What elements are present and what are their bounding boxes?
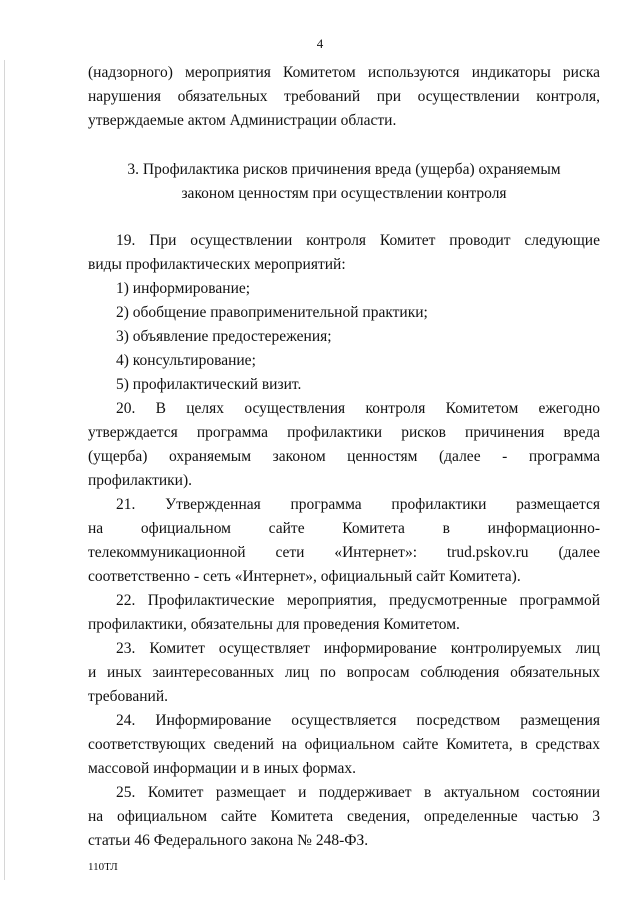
paragraph-19: 19. При осуществлении контроля Комитет проводит следующие [116,232,600,249]
text-line: на официальном сайте Комитета в информационно- [88,520,600,537]
text-line: (надзорного) мероприятия Комитетом используются индикаторы риска [88,64,600,81]
text-line: (ущерба) охраняемым законом ценностям (далее - программа [88,448,600,465]
footer-code: 110ТЛ [88,861,118,873]
section-heading: 3. Профилактика рисков причинения вреда (ущерба) охраняемым [127,161,561,178]
section-heading: законом ценностям при осуществлении контроля [181,185,507,202]
text-line: утверждается программа профилактики рисков причинения вреда [88,424,600,441]
text-line: соответственно - сеть «Интернет», официальный сайт Комитета). [88,568,521,585]
paragraph-22: 22. Профилактические мероприятия, предусмотренные программой [116,592,600,609]
text-line: профилактики). [88,472,193,489]
text-line: утверждаемые актом Администрации области. [88,112,397,129]
list-item: 2) обобщение правоприменительной практики; [116,304,428,321]
text-line: на официальном сайте Комитета сведения, определенные частью 3 [88,808,600,825]
paragraph-25: 25. Комитет размещает и поддерживает в актуальном состоянии [116,784,600,801]
paragraph-23: 23. Комитет осуществляет информирование контролируемых лиц [116,640,600,657]
text-line: и иных заинтересованных лиц по вопросам соблюдения обязательных [88,664,600,681]
list-item: 1) информирование; [116,280,251,297]
text-line: виды профилактических мероприятий: [88,256,346,273]
list-item: 3) объявление предостережения; [116,328,332,345]
text-line: соответствующих сведений на официальном сайте Комитета, в средствах [88,736,600,753]
paragraph-24: 24. Информирование осуществляется посредством размещения [116,712,600,729]
text-line: требований. [88,688,168,705]
paragraph-20: 20. В целях осуществления контроля Комитетом ежегодно [116,400,600,417]
list-item: 4) консультирование; [116,352,256,369]
text-line: статьи 46 Федерального закона № 248-ФЗ. [88,832,369,849]
text-line: массовой информации и в иных формах. [88,760,356,777]
paragraph-21: 21. Утвержденная программа профилактики размещается [116,496,600,513]
page-number: 4 [316,36,324,51]
text-line: телекоммуникационной сети «Интернет»: trud.pskov.ru (далее [88,544,600,561]
scan-edge [4,60,5,880]
text-line: нарушения обязательных требований при осуществлении контроля, [88,88,600,105]
list-item: 5) профилактический визит. [116,376,302,393]
text-line: профилактики, обязательны для проведения Комитетом. [88,616,460,633]
